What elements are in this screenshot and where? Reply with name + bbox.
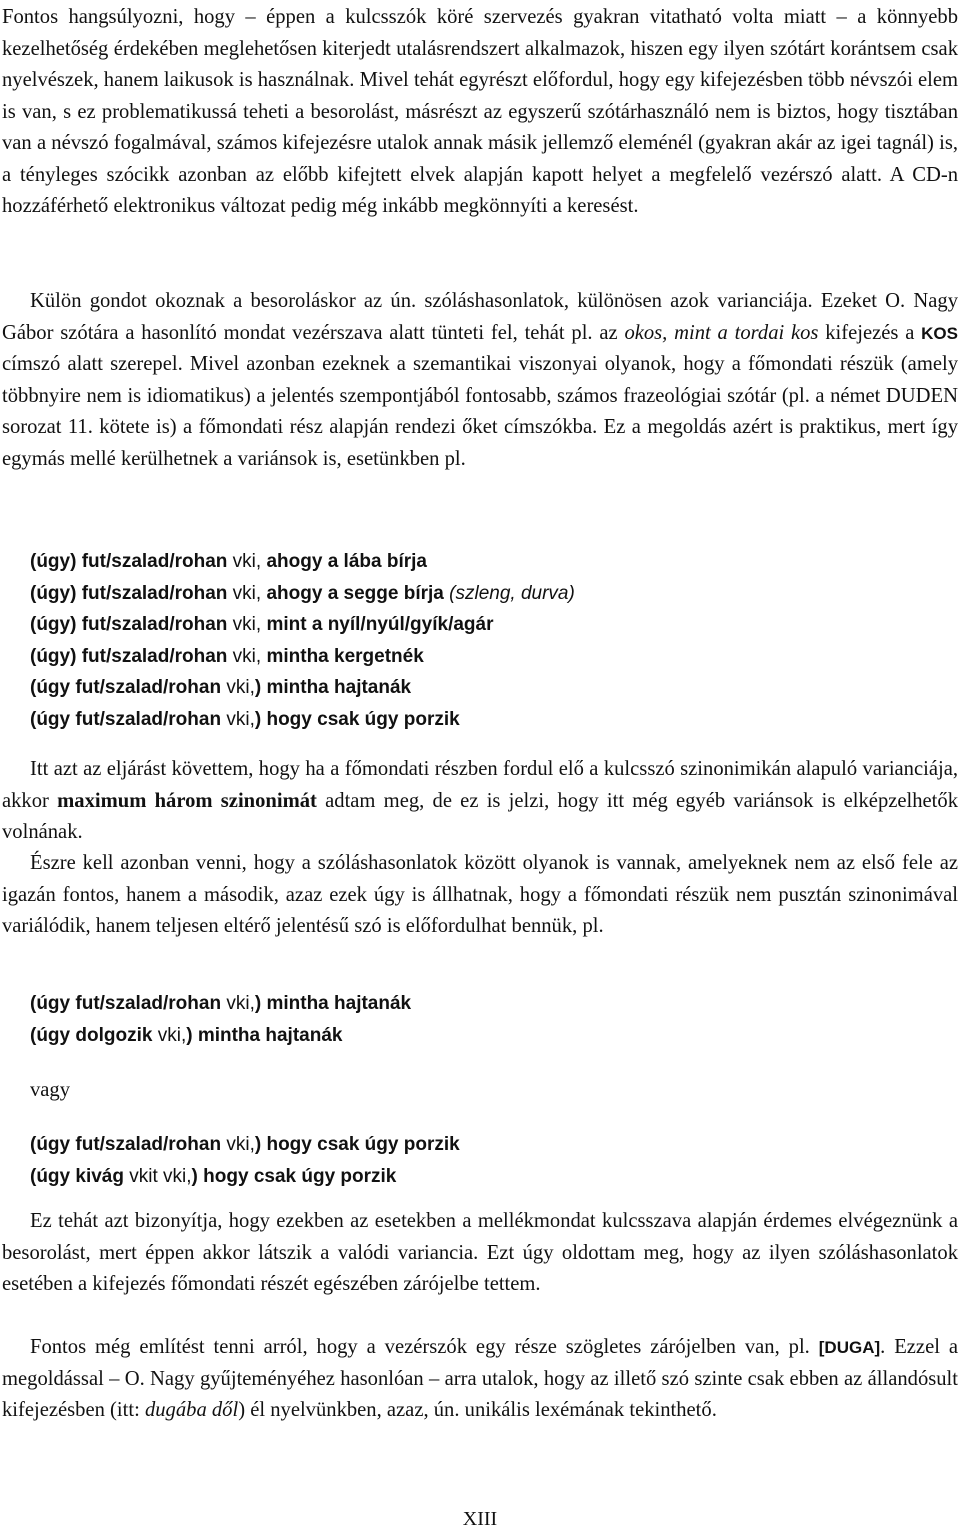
example-main-clause: (úgy) fut/szalad/rohan [30, 551, 228, 572]
example-line [30, 672, 575, 704]
example-keyword: ) hogy csak úgy porzik [254, 1134, 460, 1155]
example-main-clause: (úgy) fut/szalad/rohan [30, 645, 228, 667]
example-line [30, 641, 575, 673]
text-run: Külön gondot okoznak a besoroláskor az ún. szóláshasonlatok, különösen azok varianciája. Ezeket O. Nagy Gábor szótára a hasonlító mondat vezérszava alatt tünteti fel, tehát pl. az [2, 290, 958, 344]
connector-vagy: vagy [30, 1079, 71, 1101]
paragraph-simile-classification [0, 286, 960, 475]
paragraph-synonym-variance [0, 754, 960, 849]
example-subject: vki, [221, 1134, 255, 1155]
text-run: . Ezzel a megoldással – O. Nagy gyűjteményéhez hasonlóan – arra utalok, hogy az illető szó szinte csak ebben az állandósult kifejezésben (itt: [2, 1336, 958, 1421]
example-subject: vki, [227, 582, 267, 604]
paragraph-square-brackets [0, 1332, 960, 1427]
page-number: XIII [462, 1508, 498, 1530]
example-main-clause: (úgy fut/szalad/rohan [30, 677, 222, 698]
example-keyword: ) hogy csak úgy porzik [191, 1165, 397, 1187]
example-main-clause: (úgy) fut/szalad/rohan [30, 614, 228, 635]
paragraph-subordinate-keyword: Ez tehát azt bizonyítja, hogy ezekben az esetekben a mellékmondat kulcsszava alapján érdemes elvégeznünk a besorolást, mert éppen akkor látszik a valódi variancia. Ezt úgy oldottam meg, hogy az ilyen szóláshasonlatok esetében a kifejezés főmondati részét egészében zárójelbe tettem. [2, 1210, 958, 1295]
example-main-clause: (úgy kivág [30, 1165, 124, 1187]
example-line [30, 609, 575, 641]
example-subject: vki, [227, 614, 267, 635]
headword-kos: KOS [921, 323, 958, 343]
example-line [30, 578, 575, 610]
example-line [30, 1020, 411, 1052]
italic-example-phrase: dugába dől [144, 1399, 239, 1421]
example-keyword: ) mintha hajtanák [254, 677, 412, 698]
paragraph-second-half: Észre kell azonban venni, hogy a szóláshasonlatok között olyanok is vannak, amelyeknek nem az első fele az igazán fontos, hanem a második, azaz ezek úgy is állhatnak, hogy a főmondati részük nem pusztán szinonimával variálódik, hanem teljesen eltérő jelentésű szó is előfordulhat bennük, pl. [2, 852, 958, 937]
example-line [30, 704, 575, 736]
example-line [30, 1129, 460, 1161]
example-subject: vki, [221, 708, 255, 730]
example-keyword: ) hogy csak úgy porzik [254, 708, 460, 730]
example-subject: vki, [227, 645, 267, 667]
example-main-clause: (úgy fut/szalad/rohan [30, 708, 222, 730]
example-keyword: ) mintha hajtanák [254, 993, 412, 1014]
example-line [30, 1161, 460, 1193]
example-list-hajtanak [30, 988, 411, 1051]
example-subject: vki, [221, 677, 255, 698]
text-run: Itt azt az eljárást követtem, hogy ha a főmondati részben fordul elő a kulcsszó szinonimikán alapuló varianciája, akkor [2, 758, 958, 812]
text-run: kifejezés a [818, 321, 922, 344]
example-subject: vkit vki, [123, 1165, 192, 1187]
example-line [30, 988, 411, 1020]
example-keyword: ahogy a lába bírja [266, 551, 427, 572]
example-main-clause: (úgy fut/szalad/rohan [30, 993, 222, 1014]
bold-phrase: maximum három szinonimát [57, 789, 317, 812]
example-subject: vki, [152, 1024, 187, 1046]
example-note: (szleng, durva) [443, 582, 575, 604]
example-line [30, 546, 575, 578]
example-main-clause: (úgy) fut/szalad/rohan [30, 582, 228, 604]
example-list-variants [30, 546, 575, 735]
text-run: ) él nyelvünkben, azaz, ún. unikális lexémának tekinthető. [238, 1399, 717, 1421]
example-subject: vki, [227, 551, 267, 572]
italic-example-phrase: okos, mint a tordai kos [624, 321, 819, 344]
text-run: Fontos még említést tenni arról, hogy a vezérszók egy része szögletes zárójelben van, pl. [30, 1336, 819, 1358]
text-run: címszó alatt szerepel. Mivel azonban ezeknek a szemantikai viszonyai olyanok, hogy a főmondati részük (amely többnyire nem is idiomatikus) a jelentés szempontjából fontosabb, számos frazeológiai szótár (pl. a német DUDEN sorozat 11. kötete is) a főmondati rész alapján rendezi őket címszókba. Ez a megoldás azért is praktikus, mert így egymás mellé kerülhetnek a variánsok is, esetünkben pl. [2, 353, 958, 470]
example-main-clause: (úgy dolgozik [30, 1024, 153, 1046]
headword-duga: [DUGA] [818, 1338, 881, 1357]
example-main-clause: (úgy fut/szalad/rohan [30, 1134, 222, 1155]
text-run: adtam meg, de ez is jelzi, hogy itt még egyéb variánsok is elképzelhetők volnának. [2, 789, 958, 843]
example-keyword: mint a nyíl/nyúl/gyík/agár [266, 614, 494, 635]
paragraph-cross-references: Fontos hangsúlyozni, hogy – éppen a kulcsszók köré szervezés gyakran vitatható volta miatt – a könnyebb kezelhetőség érdekében meglehetősen kiterjedt utalásrendszert alkalmazok, hiszen egy ilyen szótárt korántsem csak nyelvészek, hanem laikusok is használnak. Mivel tehát egyrészt előfordul, hogy egy kifejezésben több névszói elem is van, s ez problematikussá teheti a besorolást, másrészt az egyszerű szótárhasználó nem is biztos, hogy tisztában van a névszó fogalmával, számos kifejezésre utalok annak másik jellemző eleménél (gyakran akár az igei tagnál) is, a tényleges szócikk azonban az előbb kifejtett elvek alapján kapott helyet a megfelelő vezérszó alatt. A CD-n hozzáférhető elektronikus változat pedig még inkább megkönnyíti a keresést. [2, 6, 958, 217]
example-keyword: ) mintha hajtanák [186, 1024, 343, 1046]
example-keyword: ahogy a segge bírja [266, 582, 444, 604]
example-list-porzik [30, 1129, 460, 1192]
example-keyword: mintha kergetnék [266, 645, 424, 667]
example-subject: vki, [221, 993, 255, 1014]
